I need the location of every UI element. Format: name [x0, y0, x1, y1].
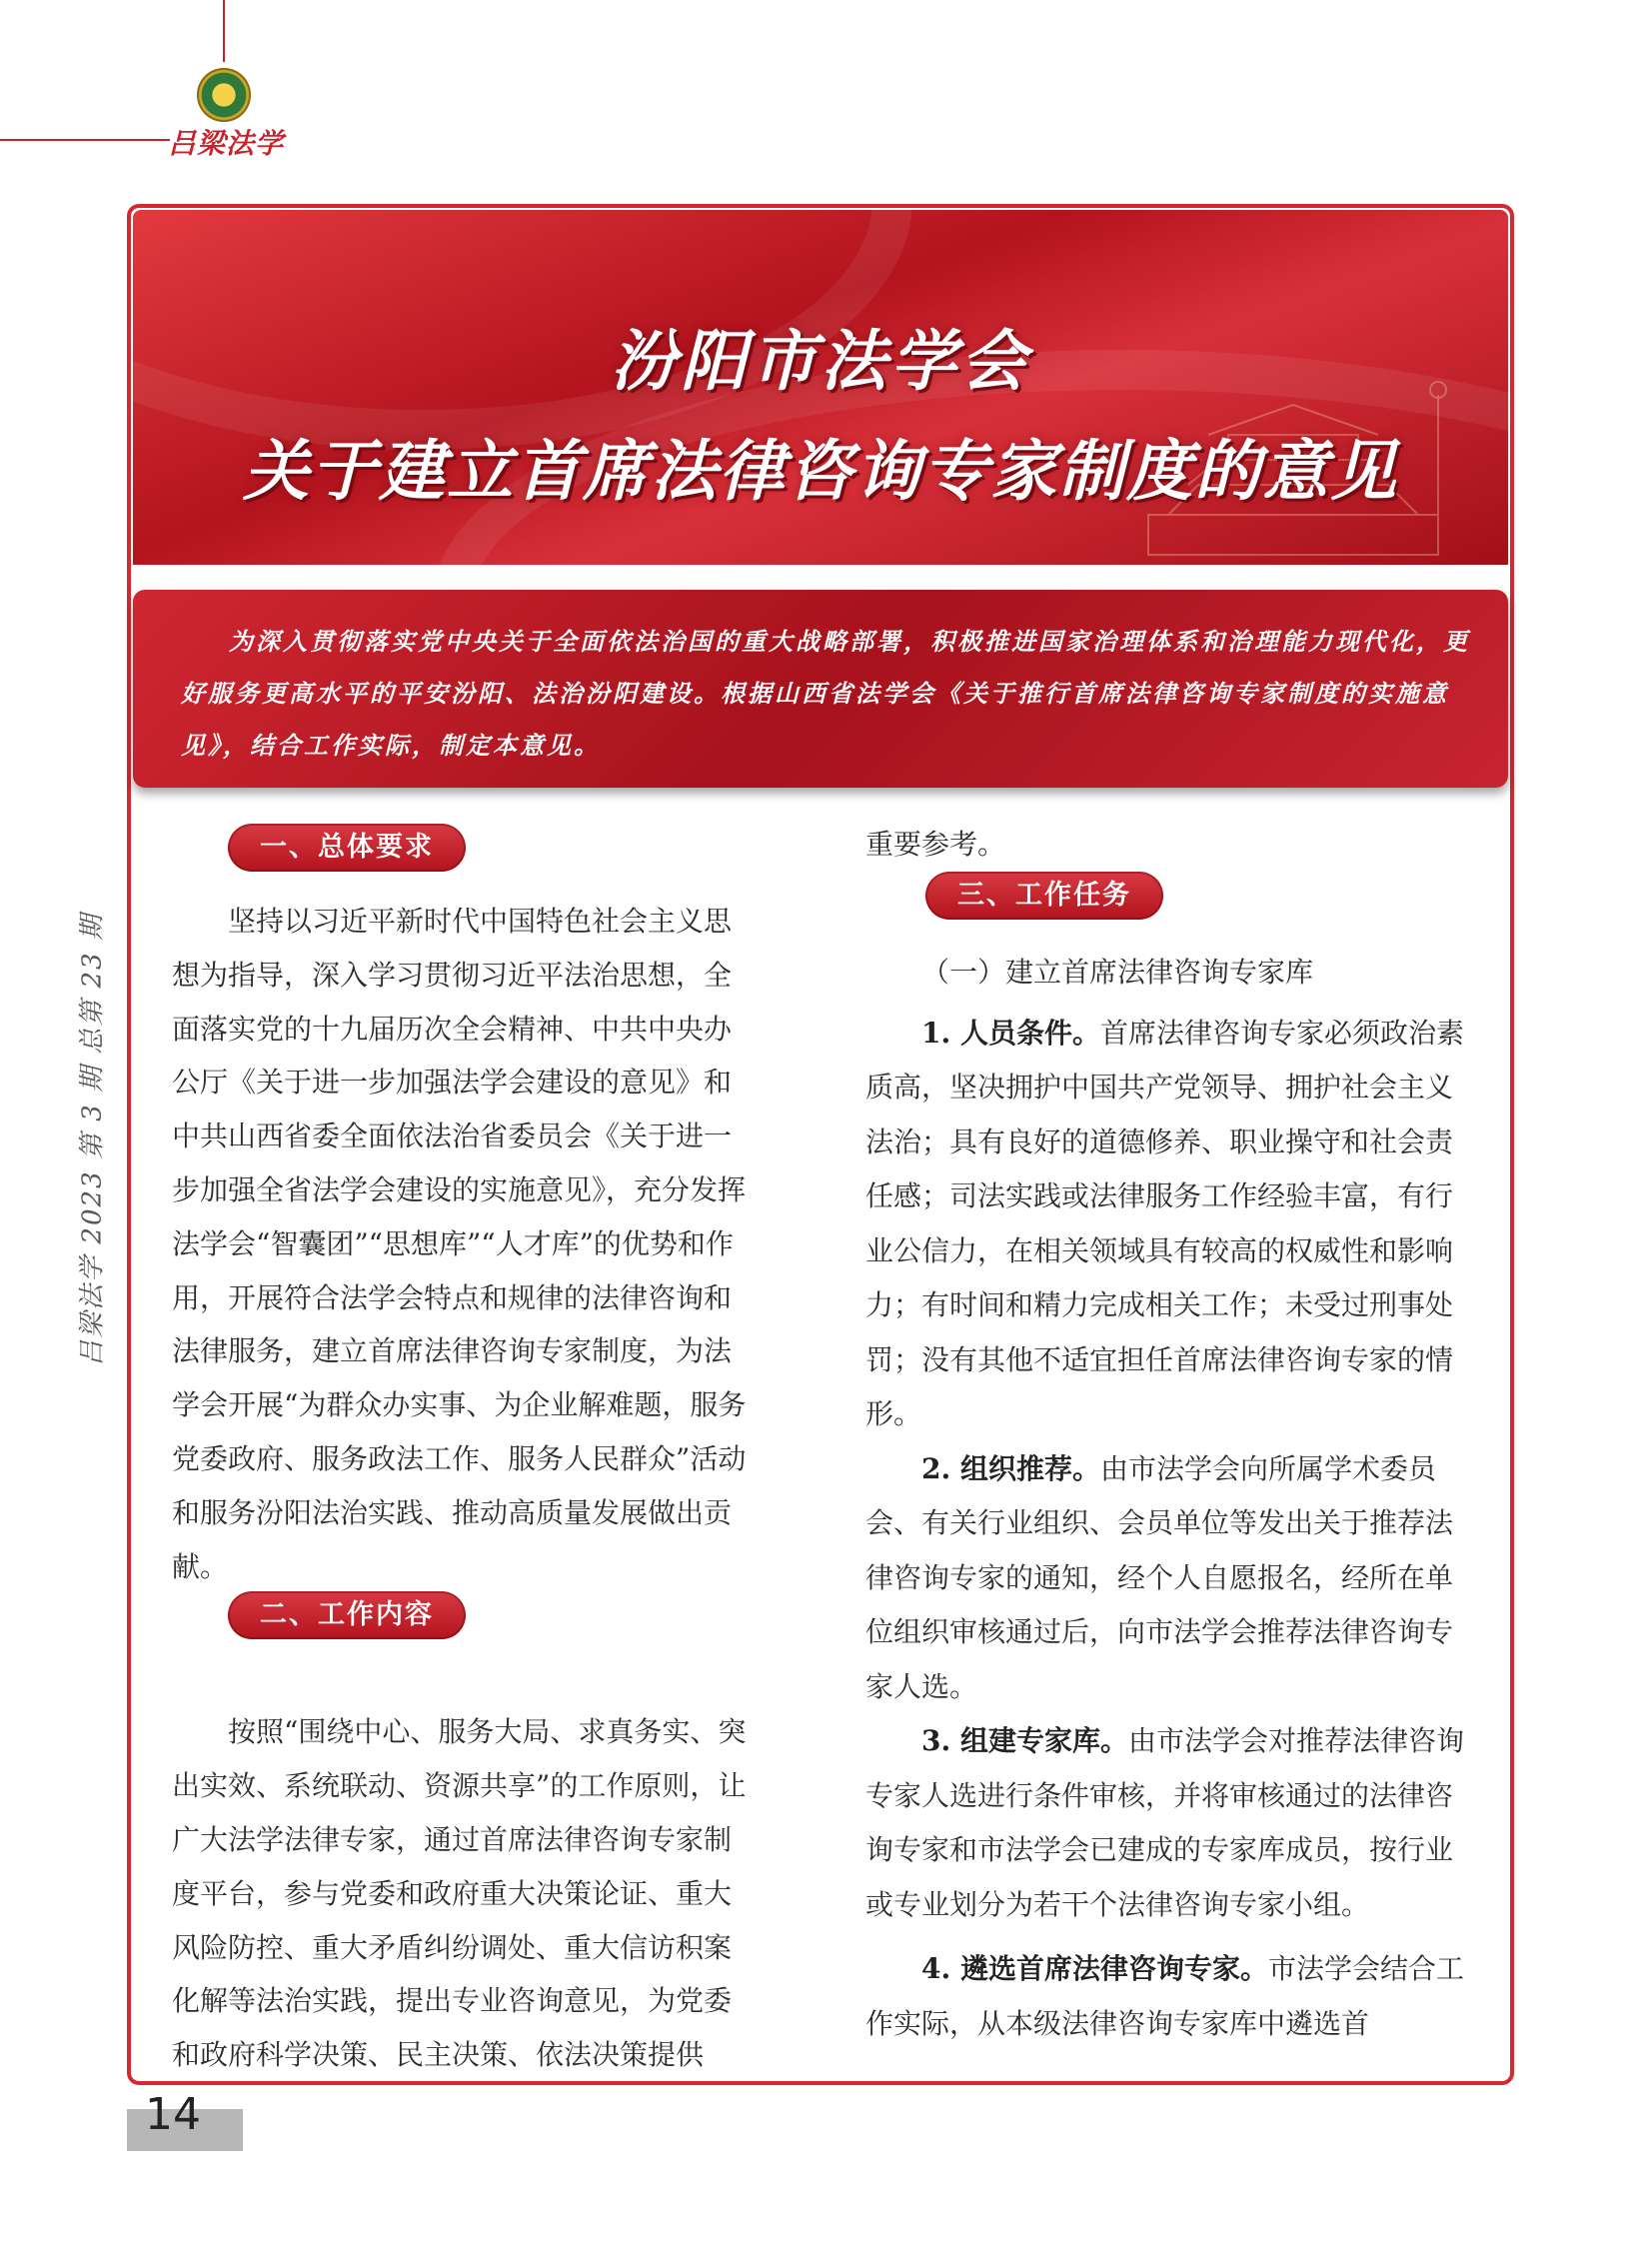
right-column — [865, 946, 1475, 2051]
item4-title: 4. 遴选首席法律咨询专家。 — [921, 1952, 1268, 1985]
header-vertical-rule — [223, 0, 225, 62]
item2-body: 由市法学会向所属学术委员会、有关行业组织、会员单位等发出关于推荐法律咨询专家的通知，经个人自愿报名，经所在单位组织审核通过后，向市法学会推荐法律咨询专家人选。 — [865, 1451, 1454, 1703]
item3-title: 3. 组建专家库。 — [921, 1724, 1128, 1757]
intro-paragraph: 为深入贯彻落实党中央关于全面依法治国的重大战略部署，积极推进国家治理体系和治理能力现代化，更好服务更高水平的平安汾阳、法治汾阳建设。根据山西省法学会《关于推行首席法律咨询专家制度的实施意见》，结合工作实际，制定本意见。 — [133, 590, 1508, 788]
work-content-continued: 重要参考。 — [865, 828, 1006, 861]
section-spacer — [172, 1593, 752, 1705]
item1-body: 首席法律咨询专家必须政治素质高，坚决拥护中国共产党领导、拥护社会主义法治；具有良好的道德修养、职业操守和社会责任感；司法实践或法律服务工作经验丰富，有行业公信力，在相关领域具有较高的权威性和影响力；有时间和精力完成相关工作；未受过刑事处罚；没有其他不适宜担任首席法律咨询专家的情形。 — [865, 1016, 1464, 1430]
item4-body: 市法学会结合工作实际，从本级法律咨询专家库中遴选首 — [865, 1952, 1464, 2040]
left-column — [172, 895, 752, 2082]
right-column-continued — [865, 818, 1475, 873]
section-heading-work-content: 二、工作内容 — [228, 1591, 466, 1639]
title-banner — [133, 210, 1508, 565]
section-heading-work-tasks: 三、工作任务 — [925, 872, 1163, 920]
item-build-database — [865, 1714, 1475, 1932]
item-select-chief-expert — [865, 1942, 1475, 2051]
item-organization-recommendation — [865, 1442, 1475, 1715]
item3-body: 由市法学会对推荐法律咨询专家人选进行条件审核，并将审核通过的法律咨询专家和市法学会已建成的专家库成员，按行业或专业划分为若干个法律咨询专家小组。 — [865, 1724, 1464, 1921]
general-requirements-body: 坚持以习近平新时代中国特色社会主义思想为指导，深入学习贯彻习近平法治思想，全面落实党的十九届历次全会精神、中共中央办公厅《关于进一步加强法学会建设的意见》和中共山西省委全面依法治省委员会《关于进一步加强全省法学会建设的实施意见》，充分发挥法学会“智囊团”“思想库”“人才库”的优势和作用，开展符合法学会特点和规律的法律咨询和法律服务，建立首席法律咨询专家制度，为法学会开展“为群众办实事、为企业解难题，服务党委政府、服务政法工作、服务人民群众”活动和服务汾阳法治实践、推动高质量发展做出贡献。 — [172, 905, 747, 1583]
expert-database-subheading: （一）建立首席法律咨询专家库 — [921, 956, 1314, 989]
item2-title: 2. 组织推荐。 — [921, 1451, 1100, 1485]
side-issue-info — [60, 900, 120, 1379]
work-content-body: 按照“围绕中心、服务大局、求真务实、突出实效、系统联动、资源共享”的工作原则，让广大法学法律专家，通过首席法律咨询专家制度平台，参与党委和政府重大决策论证、重大风险防控、重大矛盾纠纷调处、重大信访积案化解等法治实践，提出专业咨询意见，为党委和政府科学决策、民主决策、依法决策提供 — [172, 1715, 747, 2072]
section-heading-general-requirements: 一、总体要求 — [228, 824, 466, 872]
side-issue-text: 吕梁法学 2023 第 3 期 总第 23 期 — [77, 913, 108, 1366]
journal-brand: 吕梁法学 — [168, 127, 285, 160]
article-title-line1: 汾阳市法学会 — [611, 323, 1030, 400]
article-title-line2: 关于建立首席法律咨询专家制度的意见 — [243, 433, 1398, 510]
item1-title: 1. 人员条件。 — [921, 1016, 1100, 1050]
page-number: 14 — [145, 2089, 201, 2140]
header-horizontal-rule — [0, 139, 170, 141]
law-society-emblem-icon — [197, 68, 251, 122]
item-personnel-conditions — [865, 1007, 1475, 1442]
